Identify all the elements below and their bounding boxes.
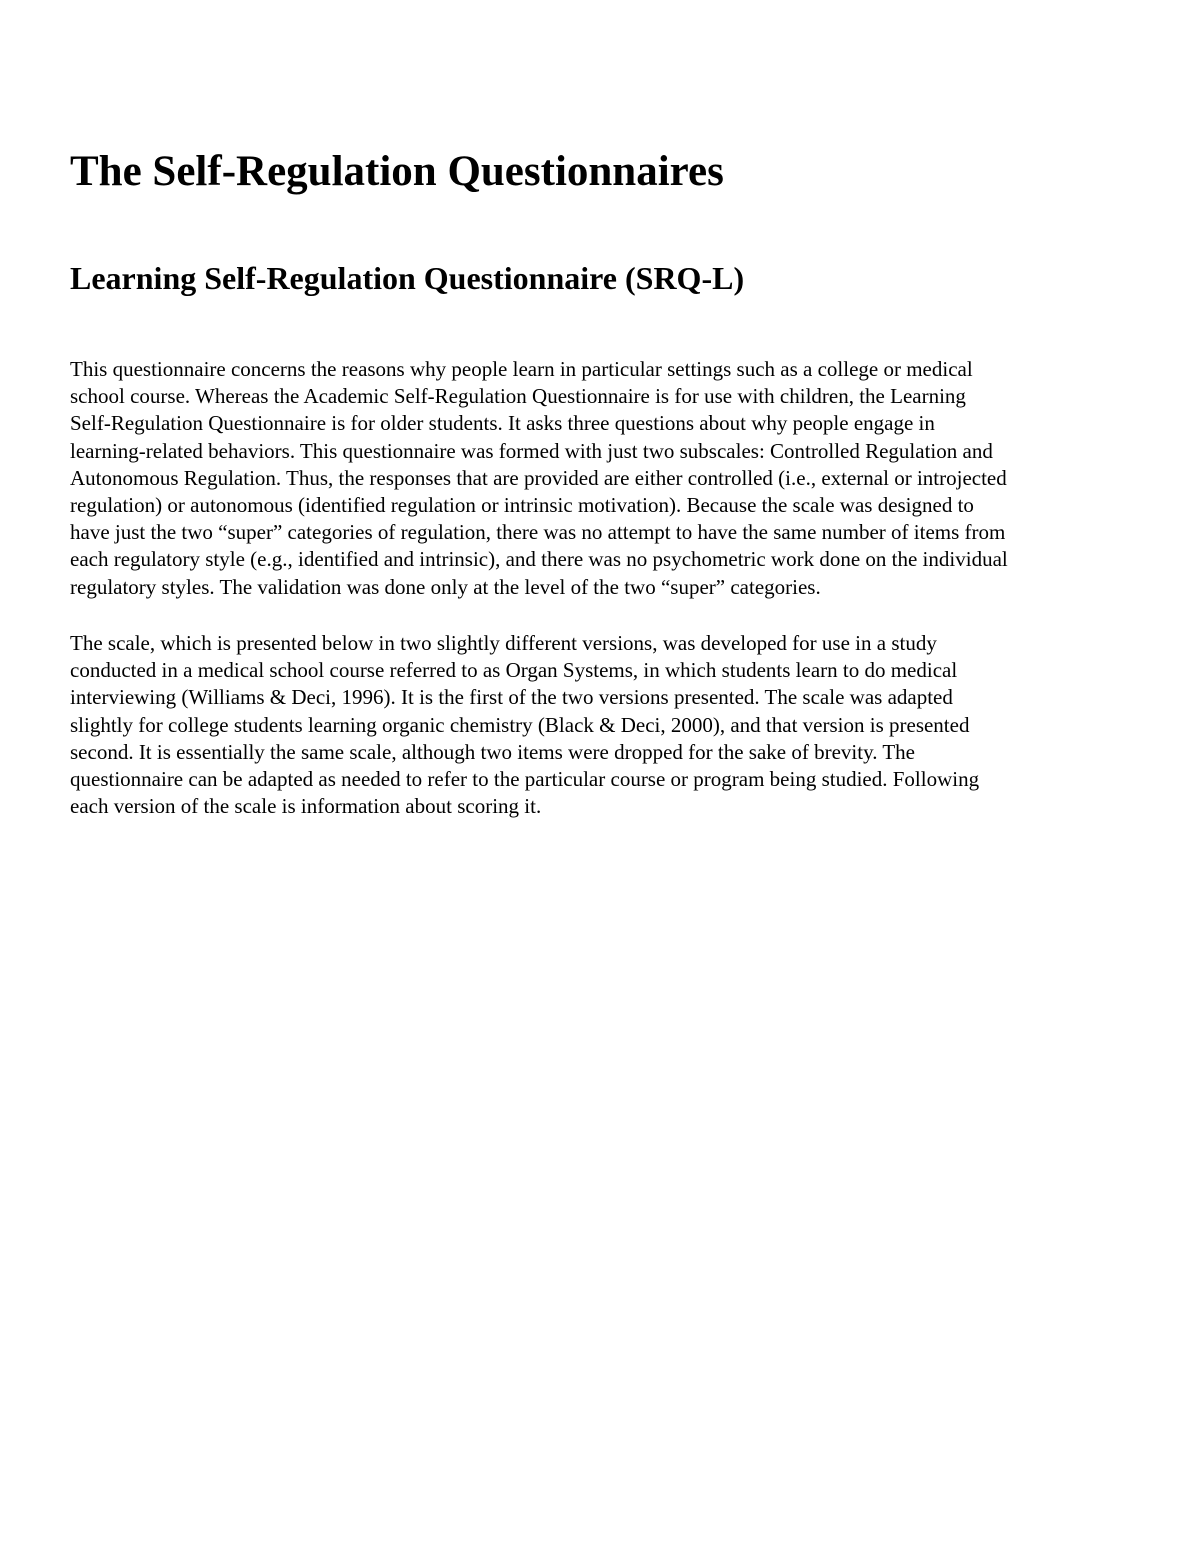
- paragraph-line: conducted in a medical school course referred to as Organ Systems, in which students learn to do medical: [70, 658, 958, 683]
- paragraph-line: slightly for college students learning organic chemistry (Black & Deci, 2000), and that version is presented: [70, 712, 970, 737]
- paragraph-line: each regulatory style (e.g., identified and intrinsic), and there was no psychometric work done on the individual: [70, 547, 1008, 572]
- paragraph-line: questionnaire can be adapted as needed to refer to the particular course or program being studied. Following: [70, 767, 980, 792]
- page-title: The Self-Regulation Questionnaires: [70, 148, 724, 195]
- scale-description-paragraph: [70, 630, 1130, 820]
- paragraph-line: second. It is essentially the same scale, although two items were dropped for the sake of brevity. The: [70, 739, 916, 764]
- paragraph-line: have just the two “super” categories of regulation, there was no attempt to have the same number of items from: [70, 520, 1006, 545]
- paragraph-line: each version of the scale is information about scoring it.: [70, 794, 542, 819]
- paragraph-line: regulation) or autonomous (identified regulation or intrinsic motivation). Because the scale was designed to: [70, 493, 974, 518]
- paragraph-line: The scale, which is presented below in two slightly different versions, was developed for use in a study: [70, 631, 937, 655]
- paragraph-line: Autonomous Regulation. Thus, the responses that are provided are either controlled (i.e., external or introjected: [70, 465, 1007, 490]
- paragraph-line: learning-related behaviors. This questionnaire was formed with just two subscales: Controlled Regulation and: [70, 438, 993, 463]
- intro-paragraph: [70, 356, 1130, 601]
- paragraph-line: regulatory styles. The validation was done only at the level of the two “super” categories.: [70, 574, 821, 599]
- paragraph-line: Self-Regulation Questionnaire is for older students. It asks three questions about why people engage in: [70, 411, 935, 436]
- paragraph-line: interviewing (Williams & Deci, 1996). It is the first of the two versions presented. The scale was adapted: [70, 685, 953, 710]
- paragraph-line: This questionnaire concerns the reasons why people learn in particular settings such as a college or medical: [70, 357, 973, 381]
- section-heading: Learning Self-Regulation Questionnaire (SRQ-L): [70, 260, 745, 296]
- paragraph-line: school course. Whereas the Academic Self-Regulation Questionnaire is for use with children, the Learning: [70, 384, 966, 409]
